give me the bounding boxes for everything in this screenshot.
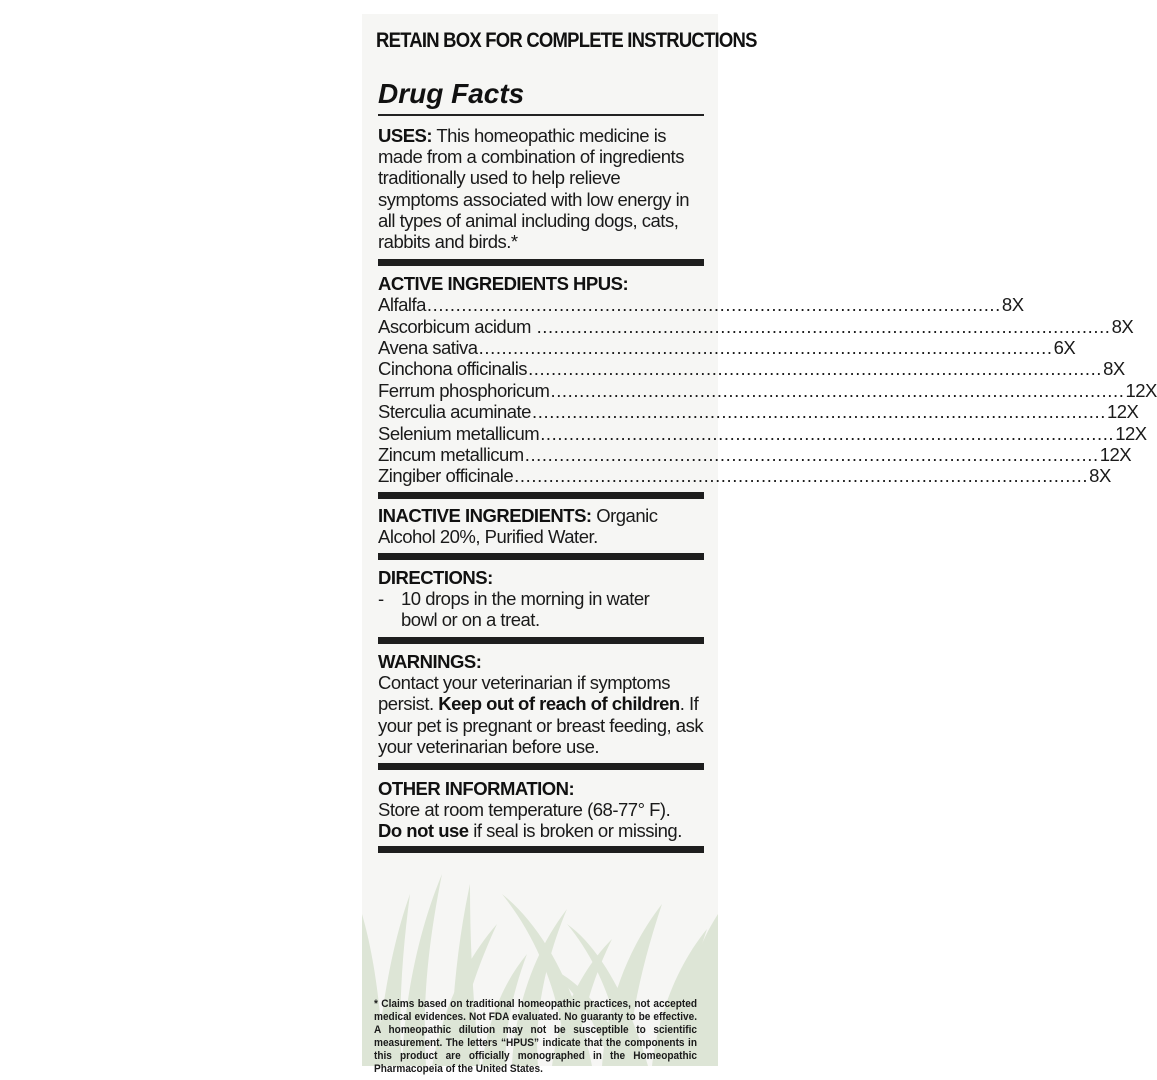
other-information-section <box>378 778 704 842</box>
ingredient-row <box>378 401 1139 423</box>
ingredient-potency: 12X <box>1099 443 1132 465</box>
uses-text: This homeopathic medicine is made from a combination of ingredients traditionally used to help relieve symptoms associated with low energy in all types of animal including dogs, cats, rabbits and birds.* <box>378 125 690 253</box>
other-information-heading: OTHER INFORMATION: <box>378 778 575 799</box>
ingredient-potency: 8X <box>1103 358 1125 380</box>
ingredient-row <box>378 379 1157 401</box>
ingredient-potency: 8X <box>1001 294 1024 316</box>
ingredient-potency: 6X <box>1053 336 1076 358</box>
ingredient-potency: 12X <box>1115 422 1147 444</box>
dot-leader <box>525 444 1099 465</box>
ingredient-row <box>378 422 1147 444</box>
storage-text: Store at room temperature (68-77° F). <box>378 799 671 821</box>
ingredient-list <box>378 294 1157 487</box>
dot-leader <box>427 294 1001 315</box>
section-divider <box>378 637 704 644</box>
warnings-text-continued: . If your pet is pregnant or breast feeding, ask your veterinarian before use. <box>378 693 704 757</box>
dot-leader <box>540 423 1114 444</box>
ingredient-row <box>378 336 1076 358</box>
retain-box-notice: RETAIN BOX FOR COMPLETE INSTRUCTIONS <box>376 28 757 52</box>
bullet-dash: - <box>378 588 384 610</box>
section-divider <box>378 492 704 499</box>
ingredient-row <box>378 465 1111 487</box>
ingredient-name: Ferrum phosphoricum <box>378 379 550 401</box>
ingredient-name: Zincum metallicum <box>378 443 524 465</box>
inactive-ingredients-section <box>378 505 704 547</box>
section-divider <box>378 553 704 560</box>
page-title: Drug Facts <box>378 78 525 109</box>
drug-facts-label <box>362 14 1157 1075</box>
directions-section <box>378 567 704 631</box>
ingredient-name: Ascorbicum acidum <box>378 315 536 337</box>
section-divider <box>378 846 704 853</box>
title-divider <box>378 114 704 116</box>
dot-leader <box>479 337 1053 358</box>
dot-leader <box>514 465 1088 486</box>
dot-leader <box>528 358 1102 379</box>
disclaimer-footnote: * Claims based on traditional homeopathic practices, not accepted medical evidences. Not FDA evaluated. No guaranty to be effective. A homeopathic dilution may not be susceptible to scientific measurement. The letters “HPUS” indicate that the components in this product are officially monographed in the Homeopathic Pharmacopeia of the United States. <box>374 998 697 1075</box>
ingredient-name: Avena sativa <box>378 336 478 358</box>
ingredient-potency: 12X <box>1106 401 1139 423</box>
inactive-ingredients-label: INACTIVE INGREDIENTS: <box>378 505 592 526</box>
ingredient-row <box>378 358 1125 380</box>
warnings-text: Contact your veterinarian if symptoms persist. <box>378 672 671 715</box>
section-divider <box>378 763 704 770</box>
ingredient-row <box>378 443 1132 465</box>
warnings-emphasis: Keep out of reach of children <box>438 693 680 715</box>
ingredient-row <box>378 315 1134 337</box>
ingredient-name: Alfalfa <box>378 294 426 316</box>
ingredient-name: Cinchona officinalis <box>378 358 528 380</box>
ingredient-name: Zingiber officinale <box>378 465 514 487</box>
ingredient-potency: 8X <box>1111 315 1134 337</box>
do-not-use-text: if seal is broken or missing. <box>468 820 682 842</box>
warnings-section <box>378 651 704 757</box>
active-ingredients-heading: ACTIVE INGREDIENTS HPUS: <box>378 273 629 294</box>
active-ingredients-section <box>378 273 1157 487</box>
uses-label: USES: <box>378 125 433 146</box>
uses-section <box>378 125 704 252</box>
directions-heading: DIRECTIONS: <box>378 567 493 588</box>
do-not-use-label: Do not use <box>378 820 469 842</box>
ingredient-name: Selenium metallicum <box>378 422 540 444</box>
ingredient-row <box>378 294 1024 316</box>
directions-item <box>378 588 704 630</box>
section-divider <box>378 259 704 266</box>
ingredient-potency: 12X <box>1125 379 1157 401</box>
ingredient-name: Sterculia acuminate <box>378 401 531 423</box>
inactive-ingredients-text: Organic Alcohol 20%, Purified Water. <box>378 505 658 548</box>
dot-leader <box>550 380 1124 401</box>
dot-leader <box>537 316 1111 337</box>
warnings-heading: WARNINGS: <box>378 651 482 672</box>
ingredient-potency: 8X <box>1089 465 1111 487</box>
dot-leader <box>532 401 1106 422</box>
directions-text: 10 drops in the morning in water bowl or on a treat. <box>401 588 650 631</box>
